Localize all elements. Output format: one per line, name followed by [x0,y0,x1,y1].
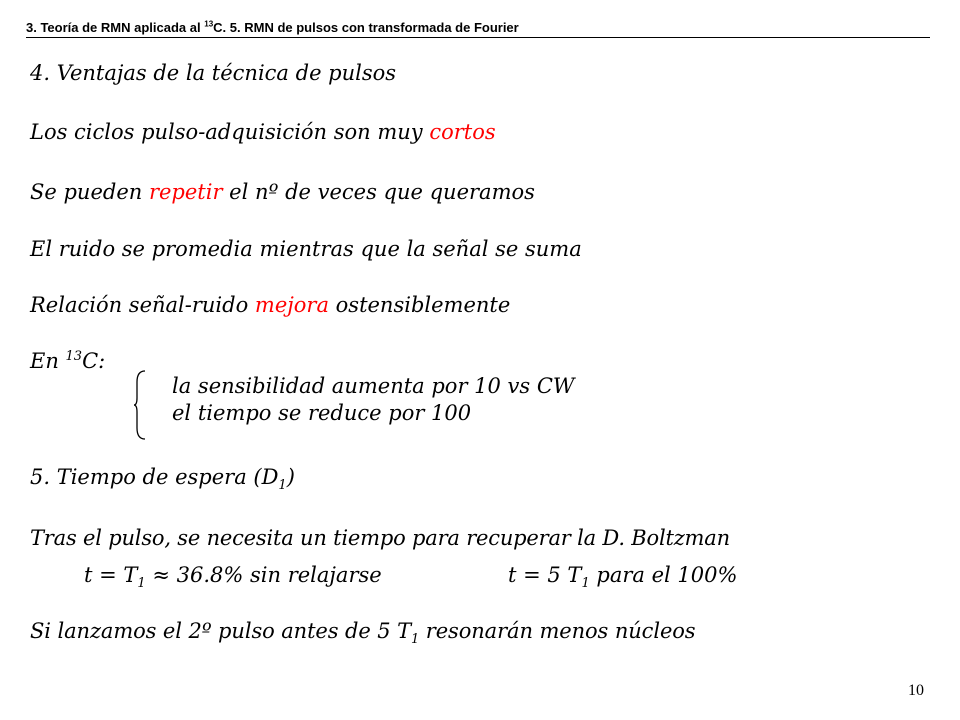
bullet-repeat: Se pueden repetir el nº de veces que queramos [30,180,535,204]
highlight-cortos: cortos [429,120,496,144]
bullet-short-cycles: Los ciclos pulso-adquisición son muy cortos [30,120,496,144]
highlight-mejora: mejora [254,293,329,317]
section-4-title: 4. Ventajas de la técnica de pulsos [30,61,397,85]
header-divider [26,37,930,38]
formula-t-equals-5t1: t = 5 $T_1$ para el 100% [508,563,738,592]
formula-t-equals-t1: $t = T_1 \approx 36.8\%$ sin relajarse [84,563,382,592]
header-superscript: 13 [204,19,214,29]
section-5-title: 5. Tiempo de espera $(D_1)$ [30,465,295,494]
header-text-continued: C. 5. RMN de pulsos con transformada de Fourier [213,20,519,35]
slide-header [26,20,930,35]
boltzmann-recovery-text: Tras el pulso, se necesita un tiempo para recuperar la D. Boltzman [30,526,730,550]
bullet-noise-average: El ruido se promedia mientras que la señal se suma [30,237,582,261]
highlight-repetir: repetir [148,180,223,204]
second-pulse-text: Si lanzamos el 2º pulso antes de 5 $T_1$ resonarán menos núcleos [30,619,696,648]
page-number: 10 [908,682,924,699]
c13-label: En $^{13}$C: [30,349,106,373]
header-text: 3. Teoría de RMN aplicada al [26,20,205,35]
bullet-signal-noise: Relación señal-ruido mejora ostensiblemente [30,293,511,317]
c13-sensitivity-item: la sensibilidad aumenta por 10 vs CW [172,374,575,398]
c13-time-item: el tiempo se reduce por 100 [172,401,472,425]
curly-brace-icon [134,370,146,440]
